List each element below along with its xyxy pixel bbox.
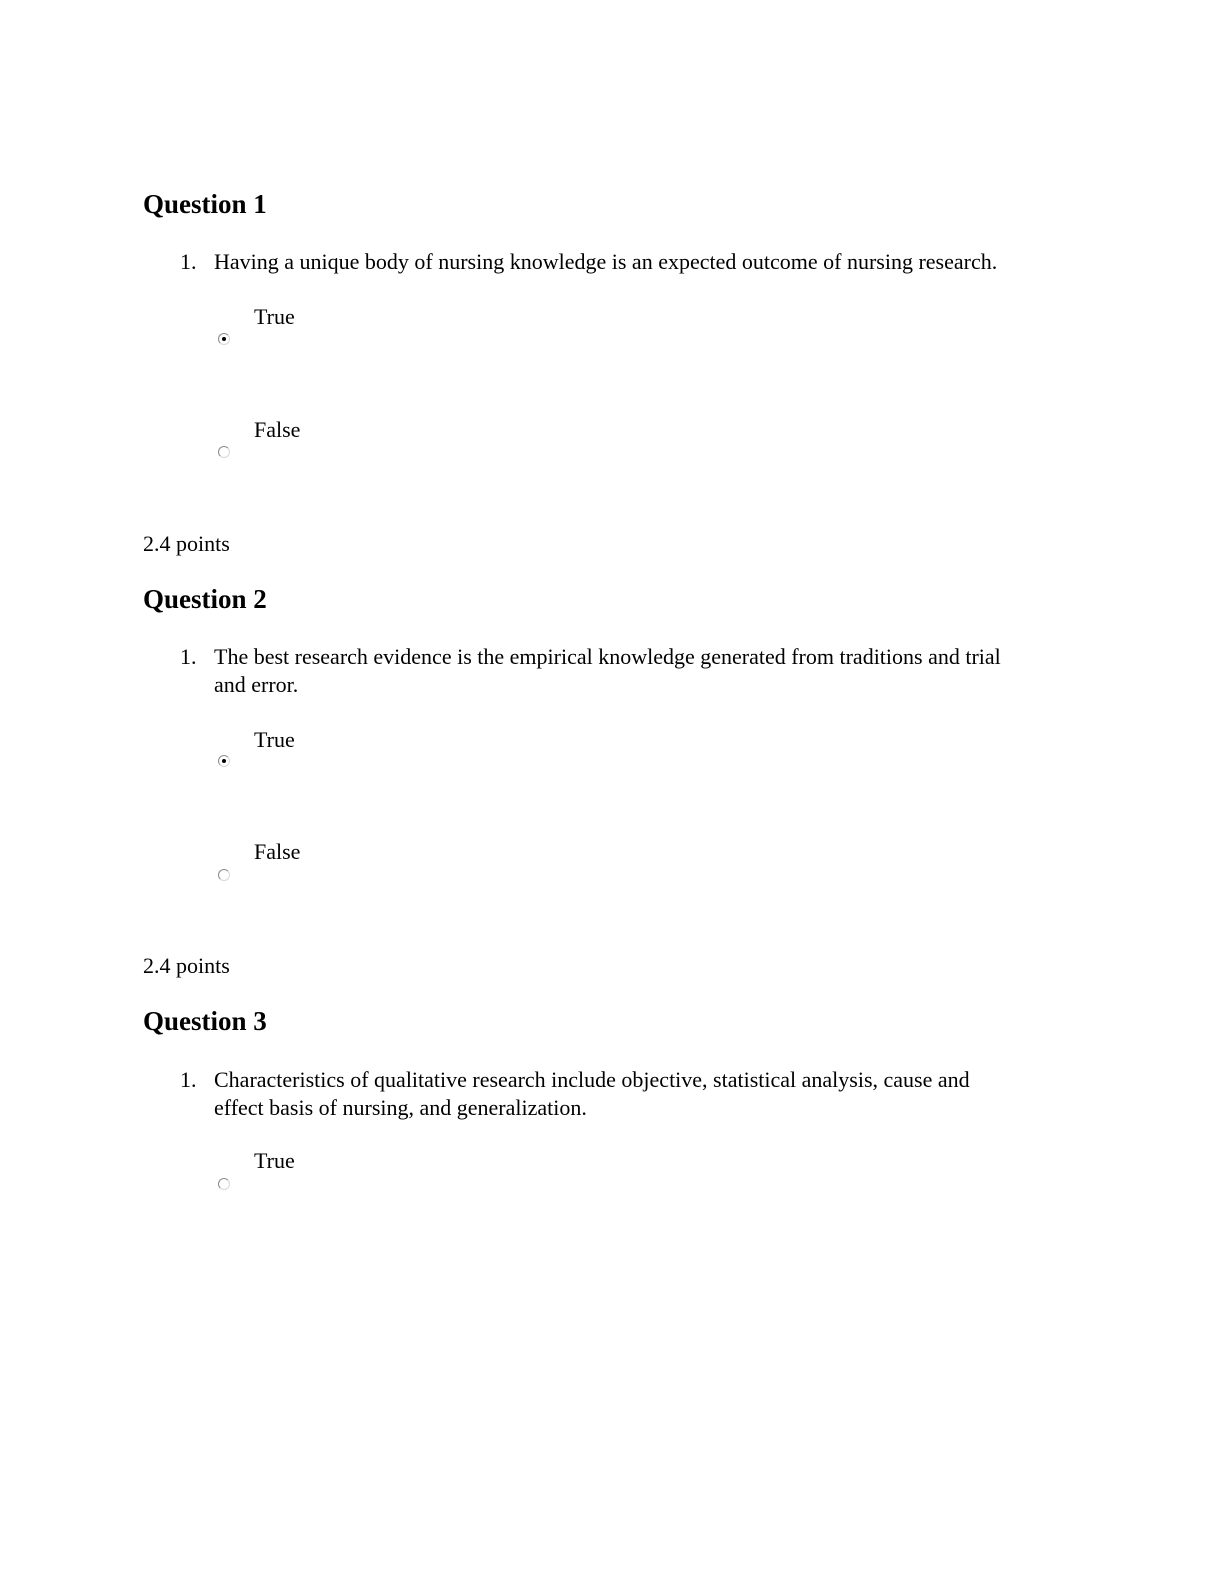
question-1-text	[214, 248, 997, 276]
question-text-line: Characteristics of qualitative research include objective, statistical analysis, cause and	[214, 1067, 970, 1092]
question-2-option-false-label: False	[254, 839, 301, 864]
question-text-line: and error.	[214, 672, 299, 697]
question-3-option-true-label: True	[254, 1148, 295, 1173]
question-3-heading: Question 3	[143, 1006, 267, 1036]
question-1-number: 1.	[180, 249, 197, 274]
question-2-option-true-radio[interactable]	[218, 755, 230, 767]
question-1-option-true-radio[interactable]	[218, 333, 230, 345]
question-1-heading: Question 1	[143, 189, 267, 219]
question-2-option-true-label: True	[254, 727, 295, 752]
question-1-option-false-radio[interactable]	[218, 446, 230, 458]
question-2-number: 1.	[180, 644, 197, 669]
question-text-line: effect basis of nursing, and generalization.	[214, 1095, 587, 1120]
question-1-option-false-label: False	[254, 417, 301, 442]
question-2-heading: Question 2	[143, 584, 267, 614]
question-2-points: 2.4 points	[143, 953, 230, 978]
question-3-number: 1.	[180, 1067, 197, 1092]
question-3-option-true-radio[interactable]	[218, 1178, 230, 1190]
question-text-line: Having a unique body of nursing knowledge is an expected outcome of nursing research.	[214, 249, 998, 274]
question-2-text	[214, 643, 1001, 699]
question-3-text	[214, 1066, 970, 1122]
question-1-option-true-label: True	[254, 304, 295, 329]
question-2-option-false-radio[interactable]	[218, 869, 230, 881]
question-text-line: The best research evidence is the empirical knowledge generated from traditions and trial	[214, 644, 1001, 669]
question-1-points: 2.4 points	[143, 531, 230, 556]
